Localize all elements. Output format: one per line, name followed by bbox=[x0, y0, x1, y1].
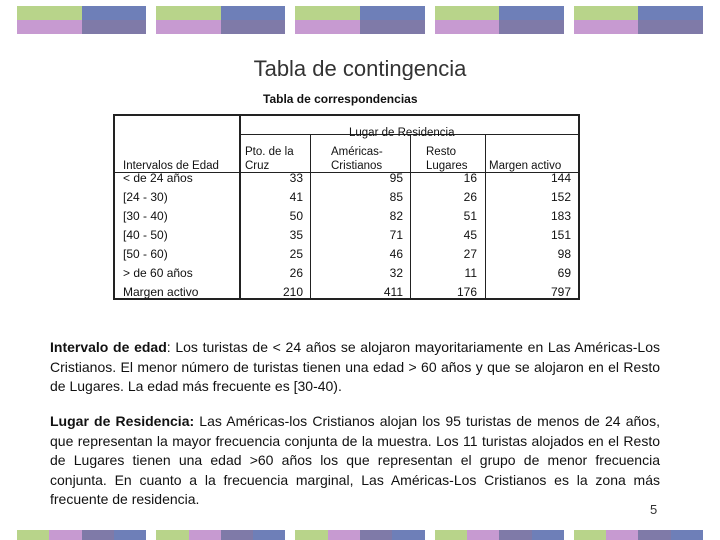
table-cell: 35 bbox=[289, 228, 303, 242]
band-segment bbox=[17, 530, 146, 540]
band-segment bbox=[295, 530, 424, 540]
table-cell: 151 bbox=[550, 228, 571, 242]
table-cell: 50 bbox=[289, 209, 303, 223]
table-cell: 85 bbox=[389, 190, 403, 204]
band-segment bbox=[17, 6, 146, 34]
row-label: [40 - 50) bbox=[123, 228, 168, 242]
row-label: Margen activo bbox=[123, 285, 199, 299]
row-label: [30 - 40) bbox=[123, 209, 168, 223]
column-header-pto-cruz: Pto. de la Cruz bbox=[245, 146, 294, 172]
row-label: [50 - 60) bbox=[123, 247, 168, 261]
row-label: [24 - 30) bbox=[123, 190, 168, 204]
table-cell: 16 bbox=[463, 171, 477, 185]
band-segment bbox=[435, 530, 564, 540]
page-number: 5 bbox=[650, 502, 658, 517]
row-label: < de 24 años bbox=[123, 171, 193, 185]
table-cell: 32 bbox=[389, 266, 403, 280]
table-cell: 11 bbox=[464, 266, 477, 280]
table-cell: 152 bbox=[550, 190, 571, 204]
table-cell: 51 bbox=[463, 209, 477, 223]
column-header-americas: Américas- Cristianos bbox=[331, 146, 383, 172]
paragraph-2-lead: Lugar de Residencia: bbox=[50, 413, 195, 429]
paragraph-1-lead: Intervalo de edad bbox=[50, 339, 167, 355]
table-cell: 797 bbox=[550, 285, 571, 299]
table-cell: 144 bbox=[550, 171, 571, 185]
row-label: > de 60 años bbox=[123, 266, 193, 280]
table-cell: 33 bbox=[289, 171, 303, 185]
top-decorative-band bbox=[17, 6, 703, 34]
table-cell: 411 bbox=[383, 285, 403, 299]
table-cell: 27 bbox=[463, 247, 477, 261]
band-segment bbox=[156, 6, 285, 34]
band-segment bbox=[295, 6, 424, 34]
table-cell: 25 bbox=[289, 247, 303, 261]
paragraph-intervalo-edad bbox=[50, 338, 660, 397]
contingency-table bbox=[113, 114, 580, 300]
paragraph-2-text: Las Américas-los Cristianos alojan los 95 turistas de menos de 24 años, que representan la mayor frecuencia conjunta de la muestra. Los 11 turistas alojados en el Resto de Lugares tienen una edad >60 años los que representan el grupo de menor frecuencia conjunta. En cuanto a la frecuencia marginal, Las Américas-Los Cristianos es la zona más frecuente de residencia. bbox=[50, 413, 660, 507]
column-header-margen: Margen activo bbox=[489, 160, 562, 172]
table-cell: 176 bbox=[456, 285, 477, 299]
band-segment bbox=[574, 530, 703, 540]
paragraph-1-text: : Los turistas de < 24 años se alojaron mayoritariamente en Las Américas-Los Cristianos. El menor número de turistas tienen una edad > 60 años y que se alojaron en el Resto de Lugares. La edad más frecuente es [30-40). bbox=[50, 339, 660, 394]
table-cell: 82 bbox=[389, 209, 403, 223]
table-cell: 45 bbox=[463, 228, 477, 242]
table-cell: 69 bbox=[557, 266, 571, 280]
table-cell: 210 bbox=[282, 285, 303, 299]
band-segment bbox=[574, 6, 703, 34]
table-cell: 95 bbox=[389, 171, 403, 185]
table-caption: Tabla de correspondencias bbox=[263, 92, 418, 106]
bottom-decorative-band bbox=[17, 530, 703, 540]
table-cell: 183 bbox=[550, 209, 571, 223]
band-segment bbox=[435, 6, 564, 34]
group-header: Lugar de Residencia bbox=[349, 127, 455, 139]
table-cell: 41 bbox=[289, 190, 303, 204]
column-header-resto: Resto Lugares bbox=[426, 146, 468, 172]
table-cell: 46 bbox=[389, 247, 403, 261]
table-cell: 26 bbox=[289, 266, 303, 280]
table-cell: 98 bbox=[557, 247, 571, 261]
band-segment bbox=[156, 530, 285, 540]
paragraph-lugar-residencia bbox=[50, 412, 660, 510]
table-cell: 26 bbox=[463, 190, 477, 204]
table-cell: 71 bbox=[389, 228, 403, 242]
page-title: Tabla de contingencia bbox=[253, 56, 467, 80]
row-header: Intervalos de Edad bbox=[123, 160, 219, 172]
